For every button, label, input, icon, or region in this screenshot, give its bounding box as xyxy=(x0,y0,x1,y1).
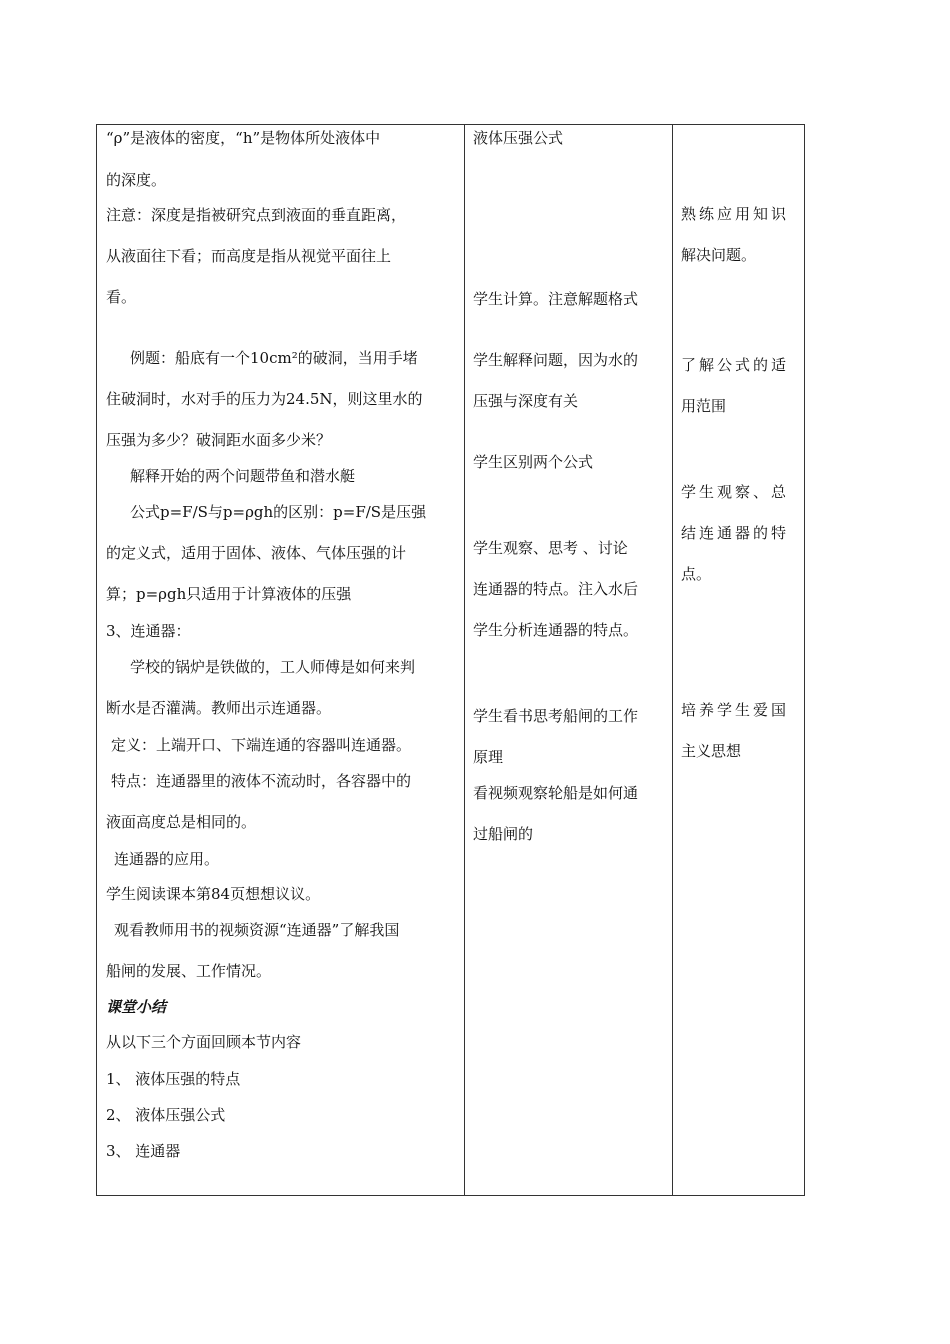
content-line: 解释开始的两个问题带鱼和潜水艇 xyxy=(130,467,356,485)
content-line: 学生阅读课本第84页想想议议。 xyxy=(106,885,321,903)
content-line: 学校的锅炉是铁做的，工人师傅是如何来判 xyxy=(130,658,416,676)
content-line: 船闸的发展、工作情况。 xyxy=(106,962,272,980)
content-line: 连通器的应用。 xyxy=(114,850,220,868)
section-heading: 3、连通器： xyxy=(106,622,191,640)
example-line: 压强为多少？破洞距水面多少米？ xyxy=(106,431,332,449)
activity-line: 学生计算。注意解题格式 xyxy=(473,290,639,308)
summary-item: 2、 液体压强公式 xyxy=(106,1106,226,1124)
column-divider-2 xyxy=(672,125,673,1195)
intent-line: 熟练应用知识 xyxy=(681,205,790,223)
summary-item: 3、 连通器 xyxy=(106,1142,181,1160)
activity-line: 连通器的特点。注入水后 xyxy=(473,580,639,598)
activity-line: 学生解释问题，因为水的 xyxy=(473,351,639,369)
summary-title: 课堂小结 xyxy=(106,998,167,1016)
intent-line: 了解公式的适 xyxy=(681,356,790,374)
activity-line: 压强与深度有关 xyxy=(473,392,579,410)
content-line: 公式p=F/S与p=ρgh的区别：p=F/S是压强 xyxy=(130,503,427,521)
summary-item: 1、 液体压强的特点 xyxy=(106,1070,241,1088)
intent-line: 培养学生爱国 xyxy=(681,701,790,719)
content-line: 算；p=ρgh只适用于计算液体的压强 xyxy=(106,585,352,603)
activity-line: 过船闸的 xyxy=(473,825,534,843)
content-line: 观看教师用书的视频资源“连通器”了解我国 xyxy=(114,921,400,939)
summary-intro: 从以下三个方面回顾本节内容 xyxy=(106,1033,302,1051)
content-line: 从液面往下看；而高度是指从视觉平面往上 xyxy=(106,247,392,265)
content-line: 的深度。 xyxy=(106,171,167,189)
content-line: 看。 xyxy=(106,288,137,306)
content-line: 液面高度总是相同的。 xyxy=(106,813,257,831)
feature-line: 特点：连通器里的液体不流动时，各容器中的 xyxy=(111,772,412,790)
intent-line: 学生观察、总 xyxy=(681,483,790,501)
activity-line: 学生看书思考船闸的工作 xyxy=(473,707,639,725)
example-line: 例题：船底有一个10cm²的破洞，当用手堵 xyxy=(130,349,418,367)
activity-line: 学生区别两个公式 xyxy=(473,453,594,471)
example-line: 住破洞时，水对手的压力为24.5N，则这里水的 xyxy=(106,390,423,408)
column-divider-1 xyxy=(464,125,465,1195)
activity-line: 原理 xyxy=(473,748,504,766)
intent-line: 解决问题。 xyxy=(681,246,757,264)
intent-line: 主义思想 xyxy=(681,742,742,760)
activity-line: 看视频观察轮船是如何通 xyxy=(473,784,639,802)
activity-line: 液体压强公式 xyxy=(473,129,564,147)
intent-line: 结连通器的特 xyxy=(681,524,790,542)
intent-line: 点。 xyxy=(681,565,712,583)
content-line: 的定义式，适用于固体、液体、气体压强的计 xyxy=(106,544,407,562)
activity-line: 学生观察、思考 、讨论 xyxy=(473,539,628,557)
content-line: “ρ”是液体的密度，“h”是物体所处液体中 xyxy=(106,129,381,147)
intent-line: 用范围 xyxy=(681,397,727,415)
definition-line: 定义：上端开口、下端连通的容器叫连通器。 xyxy=(111,736,412,754)
activity-line: 学生分析连通器的特点。 xyxy=(473,621,639,639)
content-line: 断水是否灌满。教师出示连通器。 xyxy=(106,699,332,717)
content-line: 注意：深度是指被研究点到液面的垂直距离， xyxy=(106,206,407,224)
